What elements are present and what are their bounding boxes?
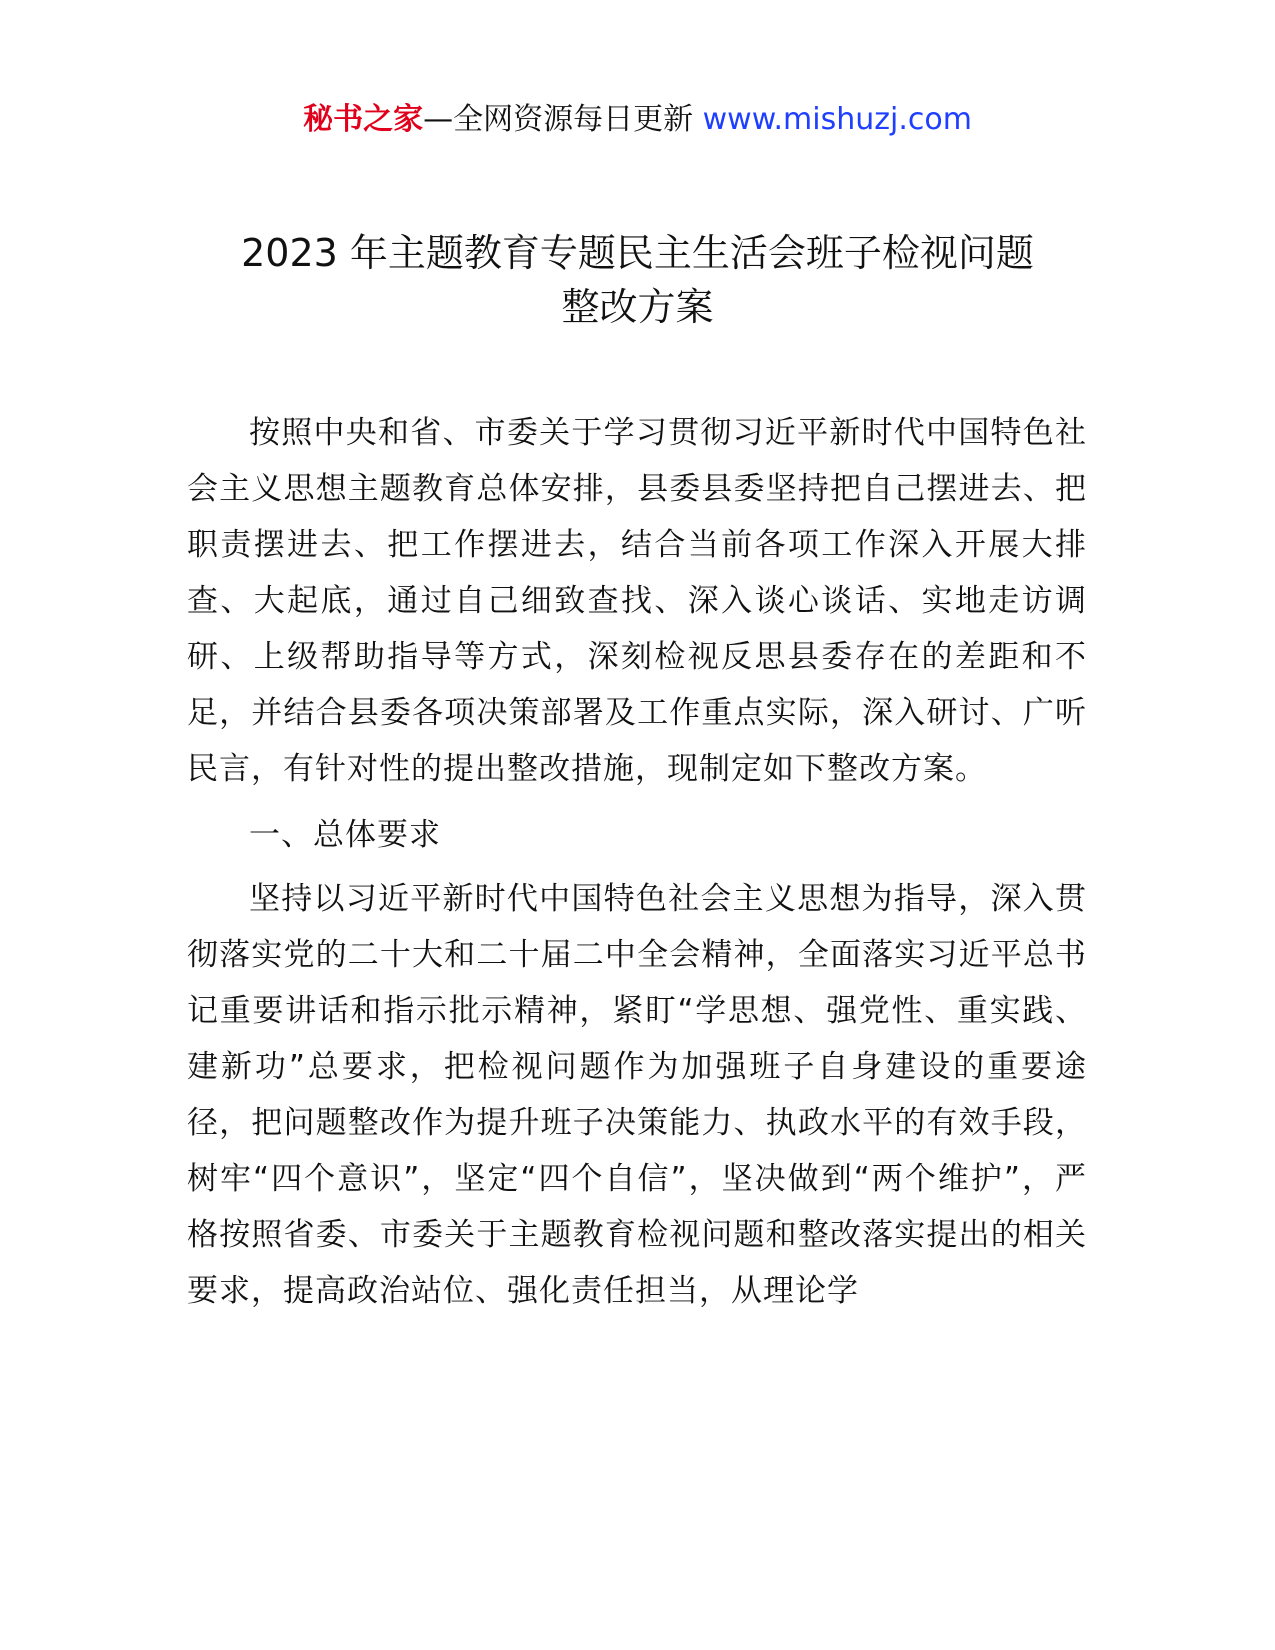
site-brand: 秘书之家 [303,102,424,137]
section-heading: 一、总体要求 [249,817,441,853]
site-header [0,100,1275,140]
intro-paragraph: 按照中央和省、市委关于学习贯彻习近平新时代中国特色社会主义思想主题教育总体安排，县委县委坚持把自己摆进去、把职责摆进去、把工作摆进去，结合当前各项工作深入开展大排查、大起底，通过自己细致查找、深入谈心谈话、实地走访调研、上级帮助指导等方式，深刻检视反思县委存在的差距和不足，并结合县委各项决策部署及工作重点实际，深入研讨、广听民言，有针对性的提出整改措施，现制定如下整改方案。 [187,415,1087,787]
document-body [187,405,1087,1319]
document-title [150,226,1125,334]
requirements-paragraph: 坚持以习近平新时代中国特色社会主义思想为指导，深入贯彻落实党的二十大和二十届二中全会精神，全面落实习近平总书记重要讲话和指示批示精神，紧盯“学思想、强党性、重实践、建新功”总要求，把检视问题作为加强班子自身建设的重要途径，把问题整改作为提升班子决策能力、执政水平的有效手段，树牢“四个意识”，坚定“四个自信”，坚决做到“两个维护”，严格按照省委、市委关于主题教育检视问题和整改落实提出的相关要求，提高政治站位、强化责任担当，从理论学 [187,881,1087,1309]
site-tagline: —全网资源每日更新 [423,102,703,137]
site-url-link[interactable]: www.mishuzj.com [702,102,972,137]
document-title-line-1: 2023 年主题教育专题民主生活会班子检视问题 [241,231,1034,275]
document-title-line-2: 整改方案 [561,285,714,329]
